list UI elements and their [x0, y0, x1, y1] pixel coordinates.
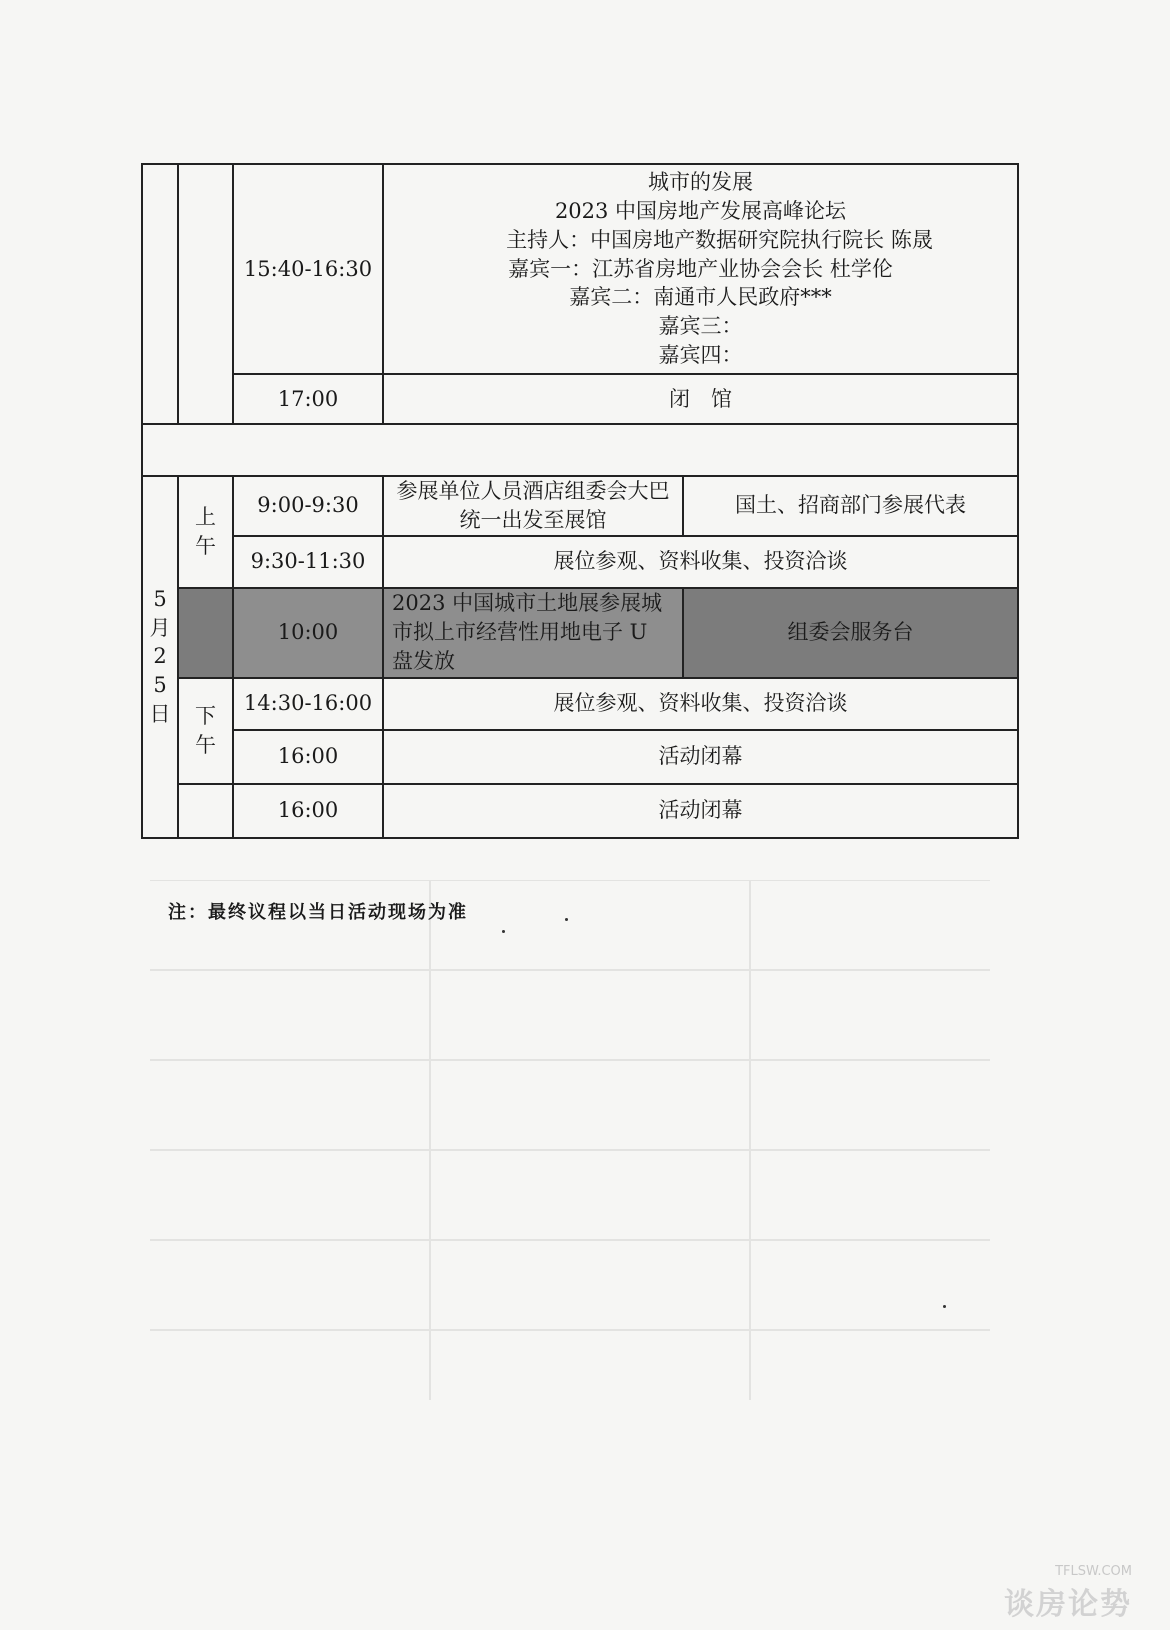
time-cell: 17:00 — [233, 374, 383, 424]
table-row — [142, 536, 1018, 588]
forum-title-line1: 城市的发展 — [648, 169, 753, 194]
forum-guest1: 嘉宾一：江苏省房地产业协会会长 杜学伦 — [508, 256, 893, 281]
period-morning — [178, 476, 233, 588]
watermark-logo — [982, 1564, 1132, 1622]
event-cell: 展位参观、资料收集、投资洽谈 — [383, 536, 1018, 588]
table-row-highlighted — [142, 588, 1018, 678]
time-cell: 14:30-16:00 — [233, 678, 383, 730]
footnote: 注：最终议程以当日活动现场为准 — [168, 902, 468, 923]
time-cell: 15:40-16:30 — [233, 164, 383, 374]
agenda-table — [141, 163, 1019, 839]
date-char: 月 — [149, 615, 171, 640]
date-cell-empty — [142, 164, 178, 424]
time-cell: 10:00 — [233, 588, 383, 678]
forum-guest3: 嘉宾三： — [658, 314, 743, 339]
forum-host: 主持人：中国房地产数据研究院执行院长 陈晟 — [506, 227, 933, 252]
spacer-cell — [142, 424, 1018, 476]
period-char: 下 — [195, 703, 216, 728]
table-row — [142, 730, 1018, 784]
speck — [502, 930, 505, 933]
participants-cell: 国土、招商部门参展代表 — [683, 476, 1018, 536]
table-row — [142, 784, 1018, 838]
forum-cell — [383, 164, 1018, 374]
table-row — [142, 678, 1018, 730]
period-char: 午 — [195, 732, 216, 757]
speck — [943, 1305, 946, 1308]
period-char: 上 — [195, 505, 216, 529]
time-cell: 9:30-11:30 — [233, 536, 383, 588]
participants-cell: 组委会服务台 — [683, 588, 1018, 678]
event-cell: 2023 中国城市土地展参展城市拟上市经营性用地电子 U 盘发放 — [383, 588, 683, 678]
event-cell: 闭 馆 — [383, 374, 1018, 424]
table-row — [142, 374, 1018, 424]
time-cell: 16:00 — [233, 784, 383, 838]
period-char: 午 — [195, 533, 216, 558]
event-cell: 展位参观、资料收集、投资洽谈 — [383, 678, 1018, 730]
date-char: 2 — [153, 644, 167, 669]
period-cell-empty — [178, 164, 233, 424]
watermark-url: TFLSW.COM — [1055, 1564, 1132, 1579]
time-cell: 16:00 — [233, 730, 383, 784]
watermark-text: 谈房论势 — [1004, 1587, 1132, 1622]
spacer-row — [142, 424, 1018, 476]
event-cell: 活动闭幕 — [383, 730, 1018, 784]
date-cell — [142, 476, 178, 838]
period-cell-empty — [178, 784, 233, 838]
table-row — [142, 476, 1018, 536]
event-cell: 活动闭幕 — [383, 784, 1018, 838]
event-cell: 参展单位人员酒店组委会大巴统一出发至展馆 — [383, 476, 683, 536]
time-cell: 9:00-9:30 — [233, 476, 383, 536]
table-row — [142, 164, 1018, 374]
forum-guest4: 嘉宾四： — [658, 343, 743, 368]
period-cell-gray — [178, 588, 233, 678]
forum-title-line2: 2023 中国房地产发展高峰论坛 — [554, 198, 847, 223]
show-through-background — [150, 880, 990, 1400]
date-char: 5 — [153, 673, 167, 698]
forum-guest2: 嘉宾二：南通市人民政府*** — [569, 285, 832, 310]
date-char: 5 — [153, 586, 167, 611]
date-char: 日 — [149, 702, 171, 727]
speck — [565, 918, 568, 921]
period-afternoon — [178, 678, 233, 784]
